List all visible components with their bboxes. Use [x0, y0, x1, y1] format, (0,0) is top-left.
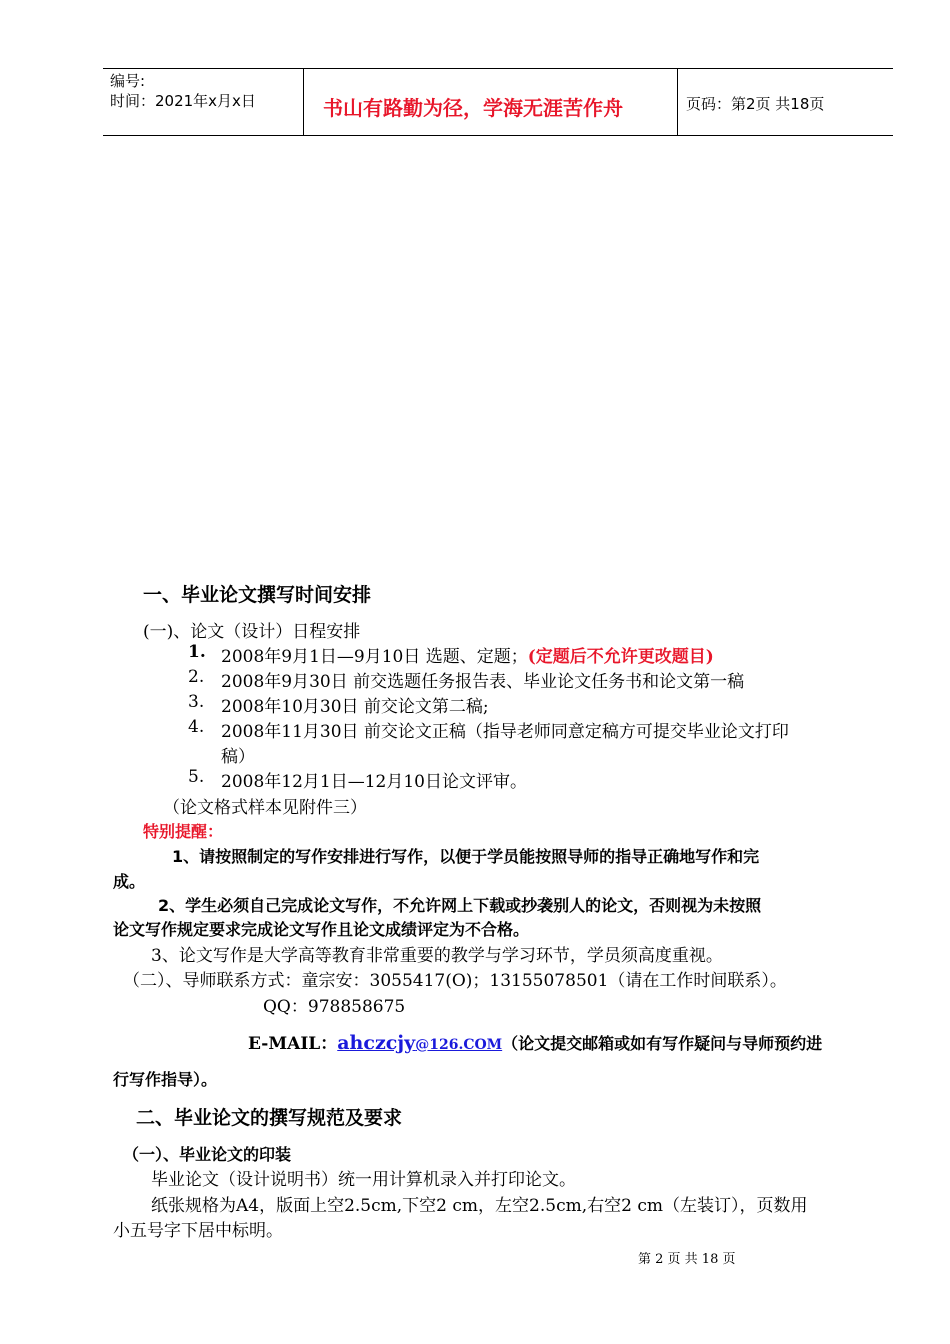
email-line [248, 1029, 822, 1054]
schedule-item-text: 2008年12月1日—12月10日论文评审。 [221, 772, 527, 792]
section2-para1: 毕业论文（设计说明书）统一用计算机录入并打印论文。 [151, 1170, 576, 1190]
header-bottom-rule [103, 135, 893, 136]
email-note: （论文提交邮箱或如有写作疑问与导师预约进 [502, 1034, 823, 1053]
header-number-label: 编号: [110, 72, 146, 90]
schedule-item-num: 2. [188, 667, 205, 687]
header-time-label: 时间：2021年x月x日 [110, 92, 256, 110]
email-label: E-MAIL： [248, 1034, 338, 1054]
email-note-cont: 行写作指导）。 [113, 1070, 218, 1089]
page-footer: 第 2 页 共 18 页 [638, 1252, 736, 1267]
reminder-title: 特别提醒： [143, 822, 224, 841]
qq-line: QQ：978858675 [263, 997, 406, 1017]
email-user: ahczcjy [337, 1032, 416, 1054]
header-divider-left [303, 68, 304, 136]
schedule-item-text: 2008年9月1日—9月10日 选题、定题； [221, 647, 528, 667]
schedule-item-num: 3. [188, 692, 205, 712]
section1-title: 一、毕业论文撰写时间安排 [143, 584, 372, 606]
schedule-item-num: 4. [188, 717, 205, 737]
reminder-3: 3、论文写作是大学高等教育非常重要的教学与学习环节，学员须高度重视。 [151, 946, 723, 966]
header-page-label: 页码：第2页 共18页 [686, 95, 825, 113]
schedule-item [221, 642, 714, 667]
reminder-1-line1: 1、请按照制定的写作安排进行写作，以便于学员能按照导师的指导正确地写作和完 [172, 847, 760, 866]
format-note: （论文格式样本见附件三） [163, 798, 367, 818]
section2-para2-line1: 纸张规格为A4，版面上空2.5cm,下空2 cm，左空2.5cm,右空2 cm（左装订），页数用 [151, 1196, 808, 1216]
email-link[interactable] [337, 1032, 502, 1054]
header-divider-right [677, 68, 678, 136]
schedule-item-text: 2008年10月30日 前交论文第二稿; [221, 697, 489, 717]
schedule-item-note: (定题后不允许更改题目) [527, 647, 714, 667]
schedule-item-text: 2008年11月30日 前交论文正稿（指导老师同意定稿方可提交毕业论文打印 [221, 722, 789, 742]
schedule-item-num: 1. [188, 642, 206, 662]
section2-subtitle: （一）、毕业论文的印装 [123, 1145, 292, 1164]
section2-para2-line2: 小五号字下居中标明。 [113, 1221, 283, 1241]
reminder-2-line2: 论文写作规定要求完成论文写作且论文成绩评定为不合格。 [113, 920, 530, 939]
schedule-item-num: 5. [188, 767, 205, 787]
reminder-2-line1: 2、学生必须自己完成论文写作，不允许网上下载或抄袭别人的论文，否则视为未按照 [158, 896, 762, 915]
schedule-item-text: 2008年9月30日 前交选题任务报告表、毕业论文任务书和论文第一稿 [221, 672, 745, 692]
reminder-1-line2: 成。 [113, 872, 146, 891]
email-domain: @126.COM [415, 1037, 503, 1053]
header-top-rule [103, 68, 893, 69]
section2-title: 二、毕业论文的撰写规范及要求 [136, 1107, 403, 1129]
contact-line: （二）、导师联系方式：童宗安：3055417(O)；13155078501（请在工作时间联系）。 [123, 971, 787, 991]
schedule-item-text-cont: 稿） [221, 747, 255, 767]
header-motto: 书山有路勤为径，学海无涯苦作舟 [323, 96, 623, 120]
section1-subtitle: (一)、论文（设计）日程安排 [143, 622, 361, 642]
